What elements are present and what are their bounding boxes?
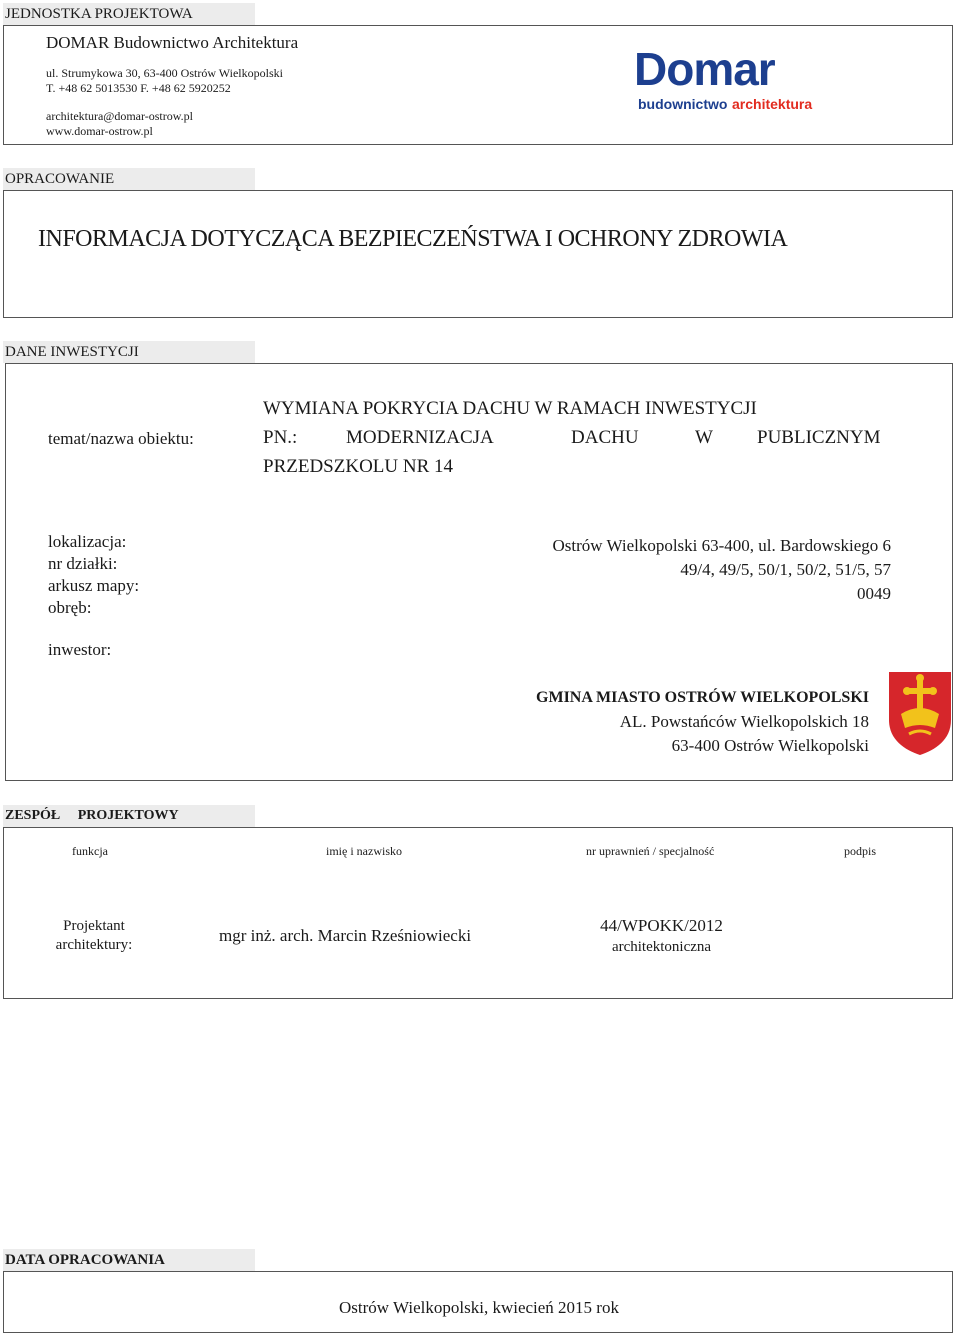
logo-sub-architecture: architektura	[732, 96, 813, 112]
team-license-number: 44/WPOKK/2012	[600, 916, 723, 935]
firm-email: architektura@domar-ostrow.pl	[46, 109, 193, 123]
object-line-2-c: DACHU	[571, 427, 639, 448]
map-sheet-label: arkusz mapy:	[48, 576, 140, 595]
team-header-license: nr uprawnień / specjalność	[586, 844, 715, 858]
team-box	[3, 827, 953, 999]
firm-box	[3, 25, 953, 145]
investor-city: 63-400 Ostrów Wielkopolski	[671, 736, 869, 755]
firm-name: DOMAR Budownictwo Architektura	[46, 33, 299, 52]
domar-logo	[632, 43, 852, 120]
team-header-function: funkcja	[72, 844, 108, 858]
location-value: Ostrów Wielkopolski 63-400, ul. Bardowskiego 6	[552, 536, 891, 555]
investor-name: GMINA MIASTO OSTRÓW WIELKOPOLSKI	[536, 689, 869, 706]
team-header-name: imię i nazwisko	[326, 844, 402, 858]
object-line-2	[263, 427, 899, 451]
city-crest-icon	[887, 670, 953, 756]
parcel-value: 49/4, 49/5, 50/1, 50/2, 51/5, 57	[680, 560, 891, 579]
firm-address: ul. Strumykowa 30, 63-400 Ostrów Wielkopolski	[46, 66, 283, 80]
object-line-2-e: PUBLICZNYM	[757, 427, 881, 448]
date-box	[3, 1271, 953, 1333]
team-header-signature: podpis	[844, 844, 877, 858]
document-title: INFORMACJA DOTYCZĄCA BEZPIECZEŃSTWA I OCHRONY ZDROWIA	[38, 226, 788, 252]
object-line-3: PRZEDSZKOLU NR 14	[263, 456, 454, 477]
investor-address: AL. Powstańców Wielkopolskich 18	[619, 712, 869, 731]
section-label-zespol	[3, 805, 255, 827]
section-label-zespol-2: PROJEKTOWY	[77, 808, 179, 823]
section-label-opracowanie: OPRACOWANIE	[3, 168, 255, 190]
firm-www: www.domar-ostrow.pl	[46, 124, 153, 138]
date-text: Ostrów Wielkopolski, kwiecień 2015 rok	[339, 1298, 619, 1317]
team-person-name: mgr inż. arch. Marcin Rześniowiecki	[219, 926, 472, 945]
location-label: lokalizacja:	[48, 532, 127, 551]
precinct-value: 0049	[857, 584, 891, 603]
investor-label: inwestor:	[48, 640, 112, 659]
team-specialty: architektoniczna	[611, 939, 712, 955]
object-line-1: WYMIANA POKRYCIA DACHU W RAMACH INWESTYCJI	[263, 398, 757, 419]
object-line-2-b: MODERNIZACJA	[346, 427, 494, 448]
title-box	[3, 190, 953, 318]
section-label-dane: DANE INWESTYCJI	[3, 341, 255, 363]
investment-box	[5, 363, 953, 781]
object-line-2-d: W	[695, 427, 713, 448]
team-role-1: Projektant	[63, 918, 125, 934]
precinct-label: obręb:	[48, 598, 92, 617]
object-label: temat/nazwa obiektu:	[48, 429, 194, 448]
section-label-jednostka: JEDNOSTKA PROJEKTOWA	[3, 3, 255, 25]
team-role-2: architektury:	[55, 937, 133, 953]
logo-word: Domar	[634, 43, 775, 95]
section-label-zespol-1: ZESPÓŁ	[5, 808, 61, 823]
section-label-data: DATA OPRACOWANIA	[3, 1249, 255, 1271]
object-line-2-a: PN.:	[263, 427, 298, 448]
parcel-label: nr działki:	[48, 554, 118, 573]
logo-sub-building: budownictwo	[638, 96, 728, 112]
firm-phone: T. +48 62 5013530 F. +48 62 5920252	[46, 81, 231, 95]
